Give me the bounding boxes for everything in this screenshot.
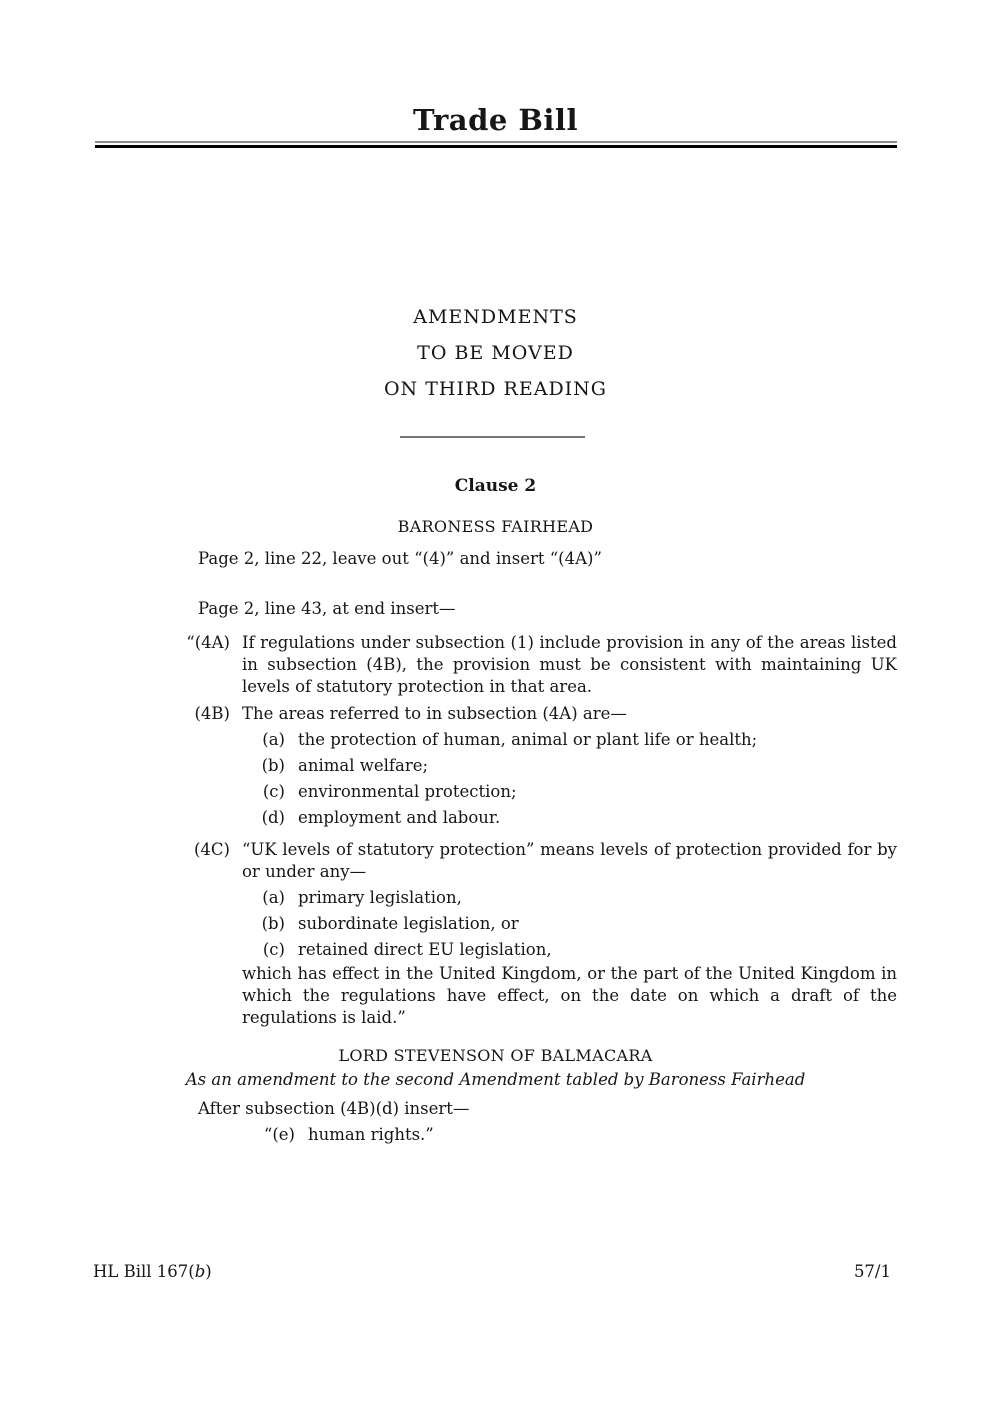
footer-bill-italic: b bbox=[194, 1262, 206, 1281]
list-item-4b-c-text: environmental protection; bbox=[298, 782, 517, 801]
heading-to-be-moved: TO BE MOVED bbox=[417, 342, 574, 364]
list-item-4b-b-text: animal welfare; bbox=[298, 756, 429, 775]
list-item-4b-c-label: (c) bbox=[262, 782, 285, 801]
heading-amendments: AMENDMENTS bbox=[413, 306, 578, 328]
list-item-4b-b-label: (b) bbox=[261, 756, 285, 775]
clause-heading: Clause 2 bbox=[454, 476, 537, 496]
subsection-4c-continuation: which has effect in the United Kingdom, or the part of the United Kingdom in which the regulations have effect, on the date on which a draft of the regulations is laid.” bbox=[242, 964, 897, 1027]
title-rule-thin-line bbox=[95, 141, 897, 143]
list-item-4b-a-text: the protection of human, animal or plant life or health; bbox=[298, 730, 758, 749]
amendment-instruction-2: Page 2, line 43, at end insert— bbox=[198, 599, 456, 618]
amendment-note: As an amendment to the second Amendment tabled by Baroness Fairhead bbox=[185, 1070, 806, 1089]
sponsor-name-baroness-fairhead: BARONESS FAIRHEAD bbox=[397, 517, 594, 536]
footer-bill-prefix: HL Bill 167( bbox=[93, 1262, 195, 1281]
subsection-4c-label: (4C) bbox=[194, 840, 230, 859]
list-item-4c-a-label: (a) bbox=[262, 888, 285, 907]
list-item-4b-d-label: (d) bbox=[261, 808, 285, 827]
title-rule bbox=[95, 141, 897, 148]
footer-bill-number bbox=[93, 1262, 212, 1281]
title-rule-thick-line bbox=[95, 145, 897, 148]
list-item-4c-c-text: retained direct EU legislation, bbox=[298, 940, 552, 959]
subsection-4b-text: The areas referred to in subsection (4A) are— bbox=[242, 704, 627, 723]
heading-on-third-reading: ON THIRD READING bbox=[383, 378, 607, 400]
inserted-item-e-label: “(e) bbox=[263, 1125, 295, 1144]
inserted-item-e-text: human rights.” bbox=[308, 1125, 434, 1144]
subsection-4a-text: If regulations under subsection (1) include provision in any of the areas listed in subsection (4B), the provision must be consistent with maintaining UK levels of statutory protection in that area. bbox=[242, 633, 897, 696]
section-divider-rule bbox=[400, 436, 585, 438]
sponsor-name-lord-stevenson: LORD STEVENSON OF BALMACARA bbox=[338, 1046, 653, 1065]
list-item-4c-b-label: (b) bbox=[261, 914, 285, 933]
list-item-4b-d-text: employment and labour. bbox=[298, 808, 501, 827]
amendment-instruction-1: Page 2, line 22, leave out “(4)” and insert “(4A)” bbox=[198, 549, 602, 568]
list-item-4c-b-text: subordinate legislation, or bbox=[298, 914, 519, 933]
amendment-instruction-3: After subsection (4B)(d) insert— bbox=[198, 1099, 470, 1118]
page-reference: 57/1 bbox=[853, 1262, 891, 1281]
footer-bill-suffix: ) bbox=[205, 1262, 212, 1281]
subsection-4c-text: “UK levels of statutory protection” means levels of protection provided for by or under any— bbox=[242, 840, 897, 881]
bill-title: Trade Bill bbox=[413, 103, 578, 137]
subsection-4a-label: “(4A) bbox=[186, 633, 230, 652]
list-item-4b-a-label: (a) bbox=[262, 730, 285, 749]
list-item-4c-a-text: primary legislation, bbox=[298, 888, 462, 907]
list-item-4c-c-label: (c) bbox=[262, 940, 285, 959]
subsection-4b-label: (4B) bbox=[194, 704, 230, 723]
